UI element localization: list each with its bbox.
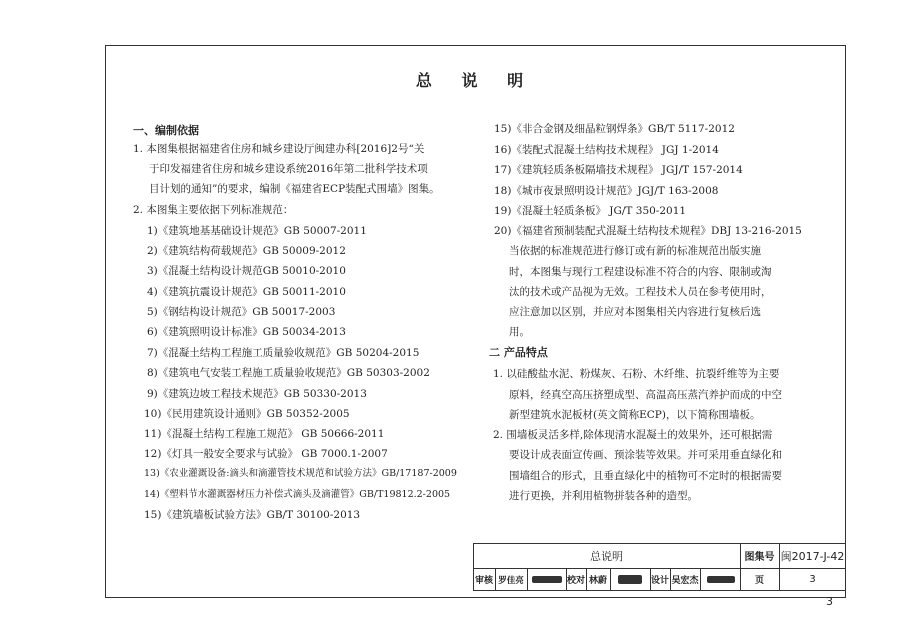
section1-item1-line: 目计划的通知”的要求，编制《福建省ECP装配式围墙》图集。: [149, 183, 440, 195]
standard-item: 12)《灯具一般安全要求与试验》 GB 7000.1-2007: [144, 448, 388, 460]
section2-heading: 二 产品特点: [489, 346, 548, 359]
note-line: 当依据的标准规范进行修订或有新的标准规范出版实施: [509, 245, 761, 257]
standard-item: 6)《建筑照明设计标准》GB 50034-2013: [147, 326, 346, 338]
standard-item: 3)《混凝土结构设计规范GB 50010-2010: [147, 265, 346, 277]
section2-item1-line: 原料，经真空高压挤塑成型、高温高压蒸汽养护而成的中空: [509, 389, 782, 401]
section2-item2-line: 要设计成表面宣传画、预涂装等效果。并可采用垂直绿化和: [509, 449, 782, 461]
title-block-divider: [610, 568, 611, 591]
standard-item: 11)《混凝土结构工程施工规范》 GB 50666-2011: [144, 428, 385, 440]
designer-signature: [707, 576, 735, 583]
section1-item1-line: 1. 本图集根据福建省住房和城乡建设厅闽建办科[2016]2号“关: [133, 143, 425, 155]
atlas-label: 图集号: [744, 552, 775, 563]
section1-item1-line: 于印发福建省住房和城乡建设系统2016年第二批科学技术项: [149, 163, 428, 175]
atlas-number: 闽2017-J-42: [780, 549, 845, 563]
standard-item: 5)《钢结构设计规范》GB 50017-2003: [147, 306, 336, 318]
designer-name: 吴宏杰: [671, 576, 699, 586]
standard-item: 18)《城市夜景照明设计规范》JGJ/T 163-2008: [494, 185, 719, 197]
reviewer-signature: [532, 576, 562, 583]
standard-item: 14)《塑料节水灌溉器材压力补偿式滴头及滴灌管》GB/T19812.2-2005: [144, 489, 451, 500]
section2-item2-line: 2. 围墙板灵活多样,除体现清水混凝土的效果外，还可根据需: [493, 429, 773, 441]
section2-item2-line: 围墙组合的形式，且垂直绿化中的植物可不定时的根据需要: [509, 470, 782, 482]
section1-heading: 一、编制依据: [133, 124, 199, 137]
page-value: 3: [809, 574, 816, 585]
section2-item1-line: 新型建筑水泥板材(英文简称ECP)，以下简称围墙板。: [509, 409, 761, 421]
standard-item: 13)《农业灌溉设备:滴头和滴灌管技术规范和试验方法》GB/17187-2009: [144, 468, 457, 479]
standard-item: 7)《混凝土结构工程施工质量验收规范》GB 50204-2015: [147, 347, 420, 359]
standard-item: 8)《建筑电气安装工程施工质量验收规范》GB 50303-2002: [147, 367, 430, 379]
review-label: 审核: [474, 576, 493, 586]
note-line: 应注意加以区别，并应对本图集相关内容进行复核后选: [509, 306, 761, 318]
section2-item1-line: 1. 以硅酸盐水泥、粉煤灰、石粉、木纤维、抗裂纤维等为主要: [493, 368, 780, 380]
note-line: 时，本图集与现行工程建设标准不符合的内容、限制或淘: [509, 266, 772, 278]
section1-item2-intro: 2. 本图集主要依据下列标准规范：: [133, 204, 294, 216]
standard-item: 15)《建筑墙板试验方法》GB/T 30100-2013: [144, 509, 361, 521]
reviewer-name: 罗佳亮: [498, 575, 524, 586]
title-block-divider: [700, 568, 701, 591]
standard-item: 17)《建筑轻质条板隔墙技术规程》 JGJ/T 157-2014: [494, 164, 743, 176]
checker-name: 林蔚: [588, 576, 607, 586]
standard-item: 1)《建筑地基基础设计规范》GB 50007-2011: [147, 225, 367, 237]
drawing-name: 总说明: [590, 549, 623, 563]
standard-item: 4)《建筑抗震设计规范》GB 50011-2010: [147, 286, 346, 298]
standard-item: 19)《混凝土轻质条板》 JG/T 350-2011: [494, 205, 687, 217]
note-line: 汰的技术或产品视为无效。工程技术人员在参考使用时，: [509, 286, 772, 298]
standard-item: 20)《福建省预制装配式混凝土结构技术规程》DBJ 13-216-2015: [494, 225, 802, 237]
title-block-divider: [527, 568, 528, 591]
page-number: 3: [826, 595, 833, 608]
standard-item: 16)《装配式混凝土结构技术规程》 JGJ 1-2014: [494, 144, 719, 156]
standard-item: 10)《民用建筑设计通则》GB 50352-2005: [144, 408, 350, 420]
design-label: 设计: [650, 576, 669, 586]
standard-item: 2)《建筑结构荷载规范》GB 50009-2012: [147, 245, 346, 257]
page-title: 总 说 明: [415, 71, 536, 90]
standard-item: 15)《非合金钢及细晶粒钢焊条》GB/T 5117-2012: [494, 123, 735, 135]
standard-item: 9)《建筑边坡工程技术规范》GB 50330-2013: [147, 388, 367, 400]
checker-signature: [618, 575, 642, 584]
page-label: 页: [754, 576, 764, 586]
note-line: 用。: [509, 326, 530, 338]
section2-item2-line: 进行更换，并利用植物拼装各种的造型。: [509, 490, 698, 502]
check-label: 校对: [566, 576, 585, 586]
